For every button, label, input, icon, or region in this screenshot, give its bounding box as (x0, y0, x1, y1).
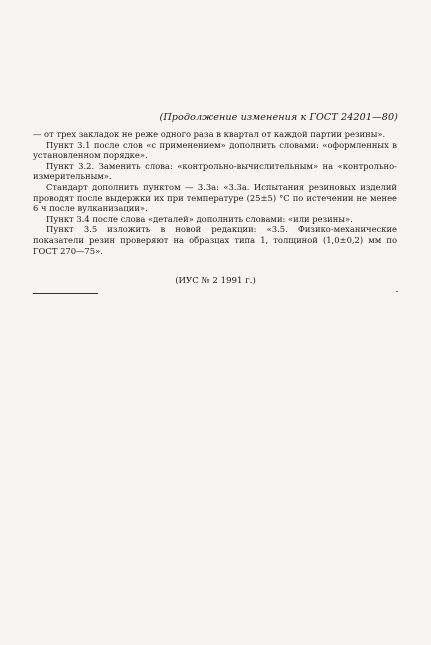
margin-mark (396, 291, 398, 292)
paragraph-item-3-5: Пункт 3.5 изложить в новой редакции: «3.5. Физико-механические показатели резин проверяют на образцах типа 1, толщиной (1,0±0,2) мм по ГОСТ 270—75». (33, 224, 397, 256)
paragraph-item-3-3a: Стандарт дополнить пунктом — 3.3а: «3.3а. Испытания резиновых изделий проводят после выдержки их при температуре (25±5) °С по истечении не менее 6 ч после вулканизации». (33, 181, 397, 214)
source-reference: (ИУС № 2 1991 г.) (175, 276, 256, 286)
paragraph-item-3-1: Пункт 3.1 после слов «с применением» дополнить словами: «оформленных в установленном порядке». (33, 139, 397, 161)
amendment-body (33, 129, 397, 256)
paragraph-item-3-2: Пункт 3.2. Заменить слова: «контрольно-вычислительным» на «контрольно-измерительным». (33, 160, 397, 182)
continuation-header: (Продолжение изменения к ГОСТ 24201—80) (159, 112, 398, 123)
separator-line (33, 293, 98, 294)
paragraph-item-3-4: Пункт 3.4 после слова «деталей» дополнить словами: «или резины». (46, 213, 353, 224)
paragraph-continuation: — от трех закладок не реже одного раза в квартал от каждой партии резины». (33, 129, 386, 139)
